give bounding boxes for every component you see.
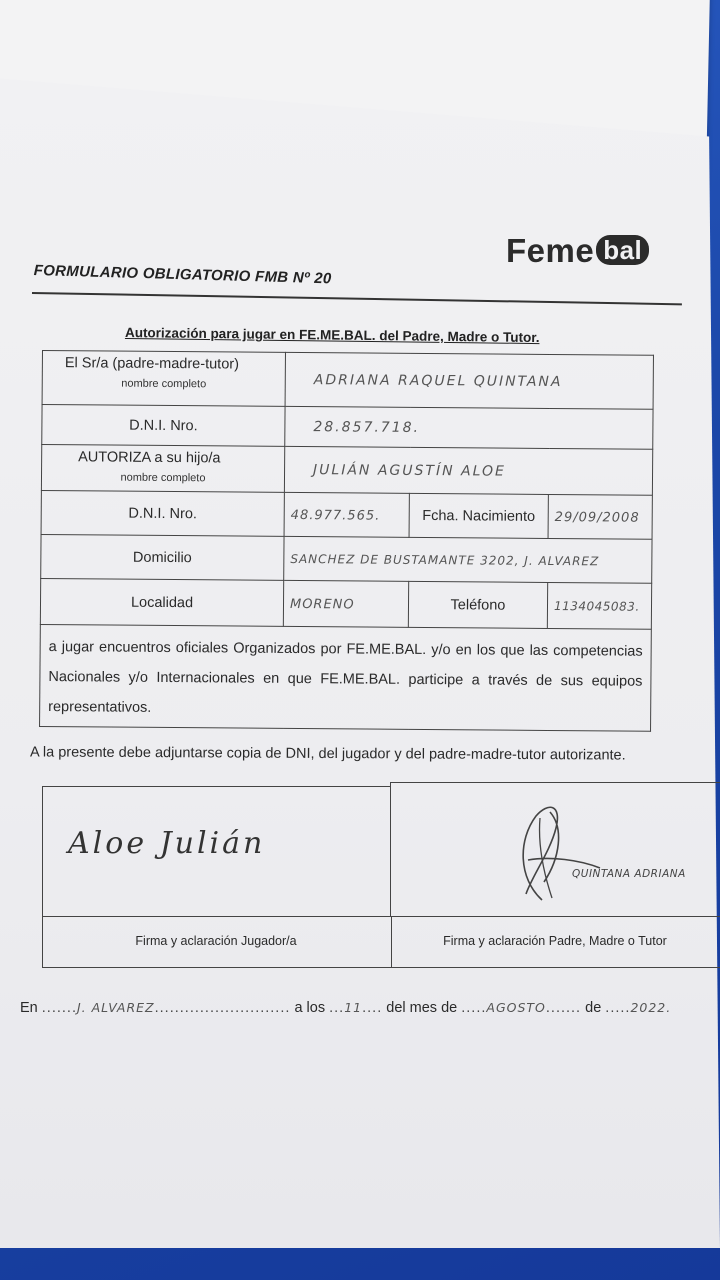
footer-en-label: En: [20, 1000, 38, 1016]
tutor-signature-label: Firma y aclaración Padre, Madre o Tutor: [443, 934, 667, 948]
footer-mes-label: del mes de: [386, 1000, 458, 1016]
hijo-label: AUTORIZA a su hijo/a: [78, 449, 221, 467]
logo-text: Feme: [506, 232, 595, 269]
femebal-logo: [506, 232, 649, 270]
fecha-label: Fcha. Nacimiento: [409, 493, 548, 538]
attachment-note: A la presente debe adjuntarse copia de DNI, del jugador y del padre-madre-tutor autorizante.: [29, 744, 626, 764]
mes-dots-before: .....: [461, 1000, 487, 1016]
player-signature-label: Firma y aclaración Jugador/a: [135, 934, 297, 948]
dni-tutor-label: D.N.I. Nro.: [42, 405, 285, 447]
footer-en-value[interactable]: J. ALVAREZ: [76, 1000, 155, 1015]
authorization-paragraph: a jugar encuentros oficiales Organizados por FE.ME.BAL. y/o en los que las competencias Nacionales y/o Internacionales en que FE.ME.BAL. participe a través de sus equipos representativos.: [48, 638, 643, 716]
tutor-handwritten-name: QUINTANA ADRIANA: [572, 868, 686, 880]
telefono-label: Teléfono: [408, 581, 547, 628]
domicilio-cell[interactable]: [284, 536, 652, 583]
tutor-sub-label: nombre completo: [121, 377, 207, 391]
localidad-cell[interactable]: [283, 580, 408, 627]
fecha-cell[interactable]: [548, 494, 652, 539]
mes-dots-after: .......: [545, 1000, 582, 1016]
dni-tutor-cell[interactable]: [285, 406, 653, 449]
fecha-value: 29/09/2008: [554, 509, 640, 526]
telefono-cell[interactable]: [547, 582, 651, 629]
tutor-name-value: ADRIANA RAQUEL QUINTANA: [313, 371, 563, 390]
tutor-label-cell: [42, 351, 285, 407]
localidad-label: Localidad: [40, 578, 283, 626]
authorization-paragraph-cell: [40, 624, 652, 731]
dni-tutor-value: 28.857.718.: [313, 418, 421, 436]
domicilio-value: SANCHEZ DE BUSTAMANTE 3202, J. ALVAREZ: [290, 551, 600, 568]
form-subtitle: Autorización para jugar en FE.ME.BAL. del Padre, Madre o Tutor.: [124, 325, 540, 346]
localidad-value: MORENO: [289, 596, 355, 612]
dni-hijo-value: 48.977.565.: [290, 507, 381, 524]
authorization-table: [39, 350, 654, 732]
telefono-value: 1134045083.: [553, 598, 640, 614]
hijo-label-cell: [41, 445, 284, 493]
player-handwritten-name: Aloe Julián: [68, 826, 266, 861]
hijo-value-cell[interactable]: [284, 446, 652, 495]
hijo-sub-label: nombre completo: [120, 471, 206, 485]
form-title: FORMULARIO OBLIGATORIO FMB Nº 20: [33, 262, 332, 288]
alos-dots-after: ....: [362, 1000, 383, 1016]
footer-de-label: de: [585, 1000, 602, 1016]
dni-hijo-label: D.N.I. Nro.: [41, 490, 284, 536]
dni-hijo-cell[interactable]: [284, 492, 409, 537]
footer-de-value[interactable]: 2022.: [630, 1000, 672, 1015]
footer-alos-label: a los: [294, 1000, 326, 1016]
tutor-signature-scribble: [490, 798, 718, 914]
de-dots-before: .....: [605, 1000, 631, 1016]
tutor-value-cell[interactable]: [285, 352, 653, 409]
domicilio-label: Domicilio: [41, 534, 284, 580]
hijo-name-value: JULIÁN AGUSTÍN ALOE: [313, 461, 506, 480]
footer-mes-value[interactable]: AGOSTO: [486, 1000, 546, 1015]
footer-alos-value[interactable]: 11: [344, 1000, 363, 1015]
en-dots-after: ...........................: [154, 1000, 291, 1016]
alos-dots-before: ...: [329, 1000, 345, 1016]
footer-line: [20, 1000, 671, 1016]
tutor-label: El Sr/a (padre-madre-tutor): [64, 355, 240, 373]
logo-badge: bal: [596, 235, 649, 265]
en-dots-before: .......: [41, 1000, 77, 1016]
